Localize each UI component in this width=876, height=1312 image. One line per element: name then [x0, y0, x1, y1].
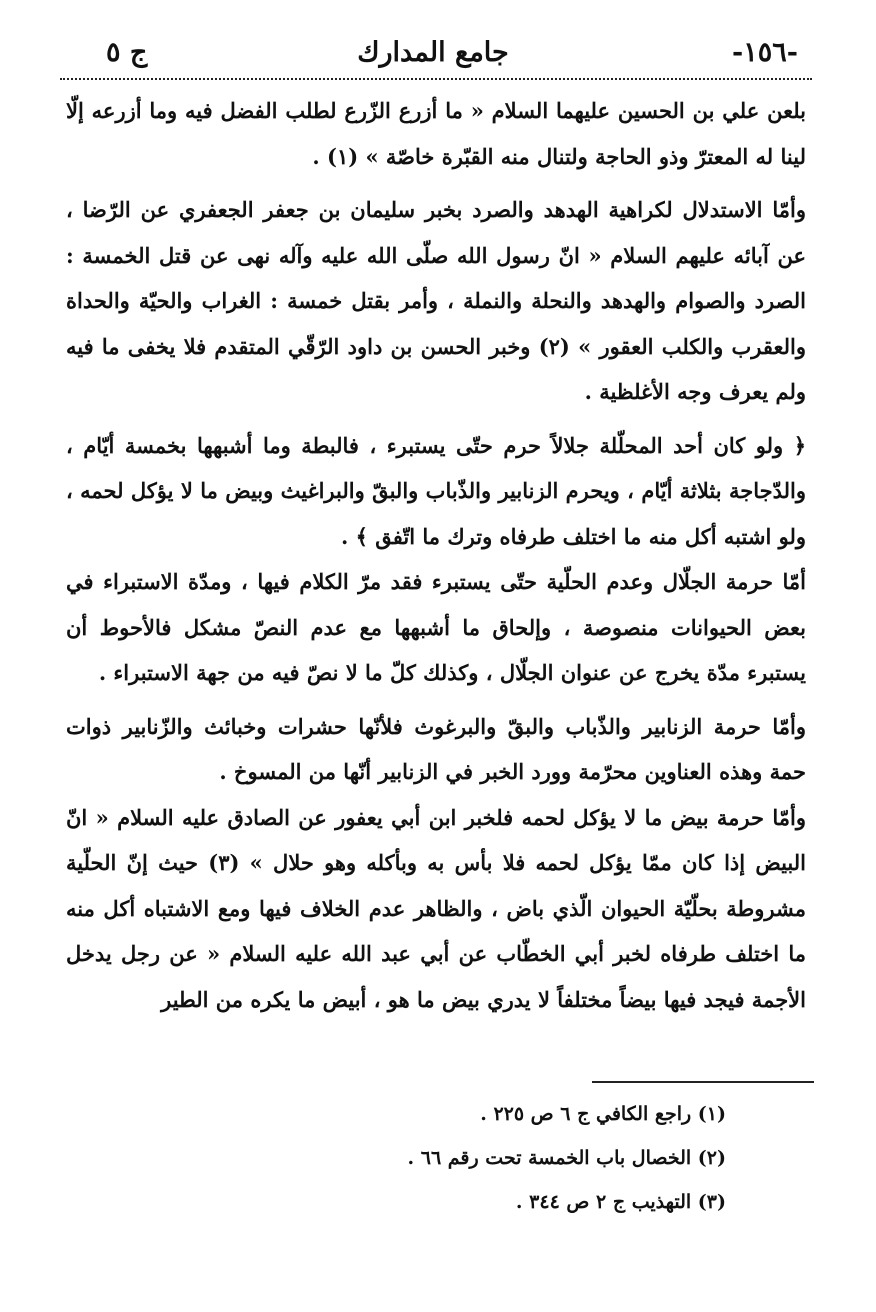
paragraph: بلعن علي بن الحسين عليهما السلام « ما أزرع الزّرع لطلب الفضل فيه وما أزرعه إلّا لينا له المعترّ وذو الحاجة ولتنال منه القبّرة خاصّة » (١) . [66, 98, 806, 169]
footnote: (٢) الخصال باب الخمسة تحت رقم ٦٦ . [407, 1147, 726, 1169]
footnote: (١) راجع الكافي ج ٦ ص ٢٢٥ . [480, 1103, 726, 1125]
paragraph: وأمّا حرمة الزنابير والذّباب والبقّ والبرغوث فلأنّها حشرات وخبائث والزّنابير ذوات حمة وهذه العناوين محرّمة وورد الخبر في الزنابير أنّها من المسوخ . [66, 713, 806, 784]
volume-label: ج ٥ [106, 37, 148, 68]
header-divider [60, 78, 812, 80]
paragraph: أمّا حرمة الجلّال وعدم الحلّية حتّى يستبرء فقد مرّ الكلام فيها ، ومدّة الاستبراء في بعض الحيوانات منصوصة ، وإلحاق ما أشبهها مع عدم النصّ مشكل فالأحوط أن يستبرء مدّة يخرج عن عنوان الجلّال ، وكذلك كلّ ما لا نصّ فيه من جهة الاستبراء . [66, 569, 806, 685]
footnotes [120, 1092, 726, 1224]
paragraph: وأمّا الاستدلال لكراهية الهدهد والصرد بخبر سليمان بن جعفر الجعفري عن الرّضا ، عن آبائه عليهم السلام « انّ رسول الله صلّى الله عليه وآله نهى عن قتل الخمسة : الصرد والصوام والهدهد والنحلة والنملة ، وأمر بقتل خمسة : الغراب والحيّة والحداة والعقرب والكلب العقور » (٢) وخبر الحسن بن داود الرّقّي المتقدم فلا يخفى ما فيه ولم يعرف وجه الأغلظية . [66, 197, 806, 404]
footnote-divider [592, 1081, 814, 1083]
footnote: (٣) التهذيب ج ٢ ص ٣٤٤ . [515, 1191, 726, 1213]
paragraph: ﴿ ولو كان أحد المحلّلة جلالاً حرم حتّى يستبرء ، فالبطة وما أشبهها بخمسة أيّام ، والدّجاجة بثلاثة أيّام ، ويحرم الزنابير والذّباب والبقّ والبراغيث وبيض ما لا يؤكل لحمه ، ولو اشتبه أكل منه ما اختلف طرفاه وترك ما اتّفق ﴾ . [66, 432, 806, 549]
main-text [66, 88, 806, 1022]
book-title: جامع المدارك [357, 37, 509, 68]
running-header [68, 30, 798, 74]
paragraph: وأمّا حرمة بيض ما لا يؤكل لحمه فلخبر ابن أبي يعفور عن الصادق عليه السلام « انّ البيض إذا كان ممّا يؤكل لحمه فلا بأس به وبأكله وهو حلال » (٣) حيث إنّ الحلّية مشروطة بحلّيّة الحيوان الّذي باض ، والظاهر عدم الخلاف فيها ومع الاشتباه أكل منه ما اختلف طرفاه لخبر أبي الخطّاب عن أبي عبد الله عليه السلام « عن رجل يدخل الأجمة فيجد فيها بيضاً مختلفاً لا يدري بيض ما هو ، أبيض ما يكره من الطير [66, 804, 806, 1012]
page-number: -١٥٦- [732, 37, 798, 68]
